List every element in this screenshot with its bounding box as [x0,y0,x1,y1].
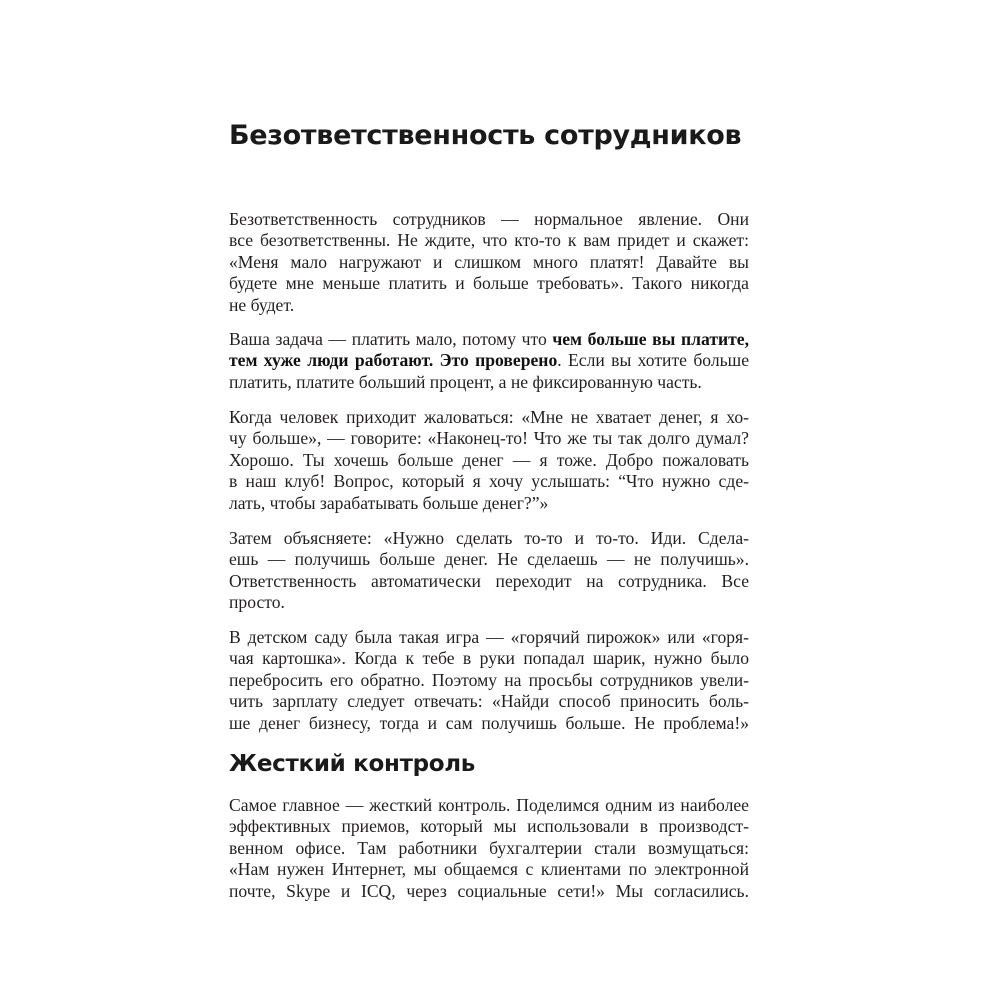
paragraph [229,627,749,734]
text-line [229,329,749,350]
text-line [229,471,749,492]
text-line [229,627,749,648]
text-run: В детском саду была такая игра — «горячий пирожок» или «горя- [229,627,749,647]
text-line [229,648,749,669]
text-line [229,713,749,734]
text-run: будете мне меньше платить и больше требовать». Такого никогда [229,273,749,294]
text-run: чить зарплату следует отвечать: «Найди способ приносить боль- [229,691,749,712]
text-line [229,571,749,592]
text-line [229,493,749,514]
text-run: «Нам нужен Интернет, мы общаемся с клиентами по электронной [229,859,749,880]
text-line [229,528,749,549]
text-line [229,691,749,712]
text-run: в наш клуб! Вопрос, который я хочу услышать: “Что нужно сде- [229,471,749,492]
text-run: Ответственность автоматически переходит на сотрудника. Все [229,570,749,591]
text-run: Самое главное — жесткий контроль. Поделимся одним из наиболее [229,795,749,815]
text-run: платить, платите больший процент, а не фиксированную часть. [229,371,702,392]
text-line [229,592,749,613]
text-run: . Если вы хотите больше [557,350,750,371]
text-run: лать, чтобы зарабатывать больше денег?”» [229,492,549,513]
text-line [229,795,749,816]
text-line [229,350,749,371]
text-run: чу больше», — говорите: «Наконец-то! Что же ты так долго думал? [229,428,749,449]
text-run: все безответственны. Не ждите, что кто-то к вам придет и скажет: [229,230,749,251]
text-run: не будет. [229,294,295,315]
text-line [229,838,749,859]
text-line [229,450,749,471]
paragraph [229,209,749,316]
text-line [229,273,749,294]
text-run: Хорошо. Ты хочешь больше денег — я тоже. Добро пожаловать [229,449,749,470]
text-run: просто. [229,592,285,613]
text-run: Затем объясняете: «Нужно сделать то-то и то-то. Иди. Сдела- [229,528,749,548]
text-line [229,428,749,449]
text-run: ше денег бизнесу, тогда и сам получишь больше. Не проблема!» [229,712,749,733]
text-line [229,859,749,880]
text-line [229,209,749,230]
bold-text: чем больше вы платите, [552,329,749,349]
text-run: перебросить его обратно. Поэтому на просьбы сотрудников увели- [229,669,749,690]
bold-text: тем хуже люди работают. Это проверено [229,350,558,371]
text-line [229,816,749,837]
paragraph [229,329,749,393]
text-run: венном офисе. Там работники бухгалтерии стали возмущаться: [229,837,749,858]
text-line [229,230,749,251]
text-run: Ваша задача — платить мало, потому что [229,329,553,349]
text-run: эффективных приемов, который мы использовали в производст- [229,816,749,837]
text-run: ешь — получишь больше денег. Не сделаешь — не получишь». [229,549,749,570]
text-line [229,295,749,316]
text-run: Когда человек приходит жаловаться: «Мне не хватает денег, я хо- [229,407,749,427]
chapter-heading: Безответственность сотрудников [229,120,742,151]
text-line [229,372,749,393]
text-line [229,549,749,570]
text-line [229,407,749,428]
text-run: почте, Skype и ICQ, через социальные сети!» Мы согласились. [229,880,749,901]
text-run: чая картошка». Когда к тебе в руки попадал шарик, нужно было [229,648,749,669]
section-heading: Жесткий контроль [229,751,476,777]
text-run: «Меня мало нагружают и слишком много платят! Давайте вы [229,251,749,272]
text-line [229,252,749,273]
paragraph [229,795,749,902]
text-run: Безответственность сотрудников — нормальное явление. Они [229,209,749,229]
text-line [229,670,749,691]
text-line [229,881,749,902]
paragraph [229,407,749,514]
paragraph [229,528,749,614]
